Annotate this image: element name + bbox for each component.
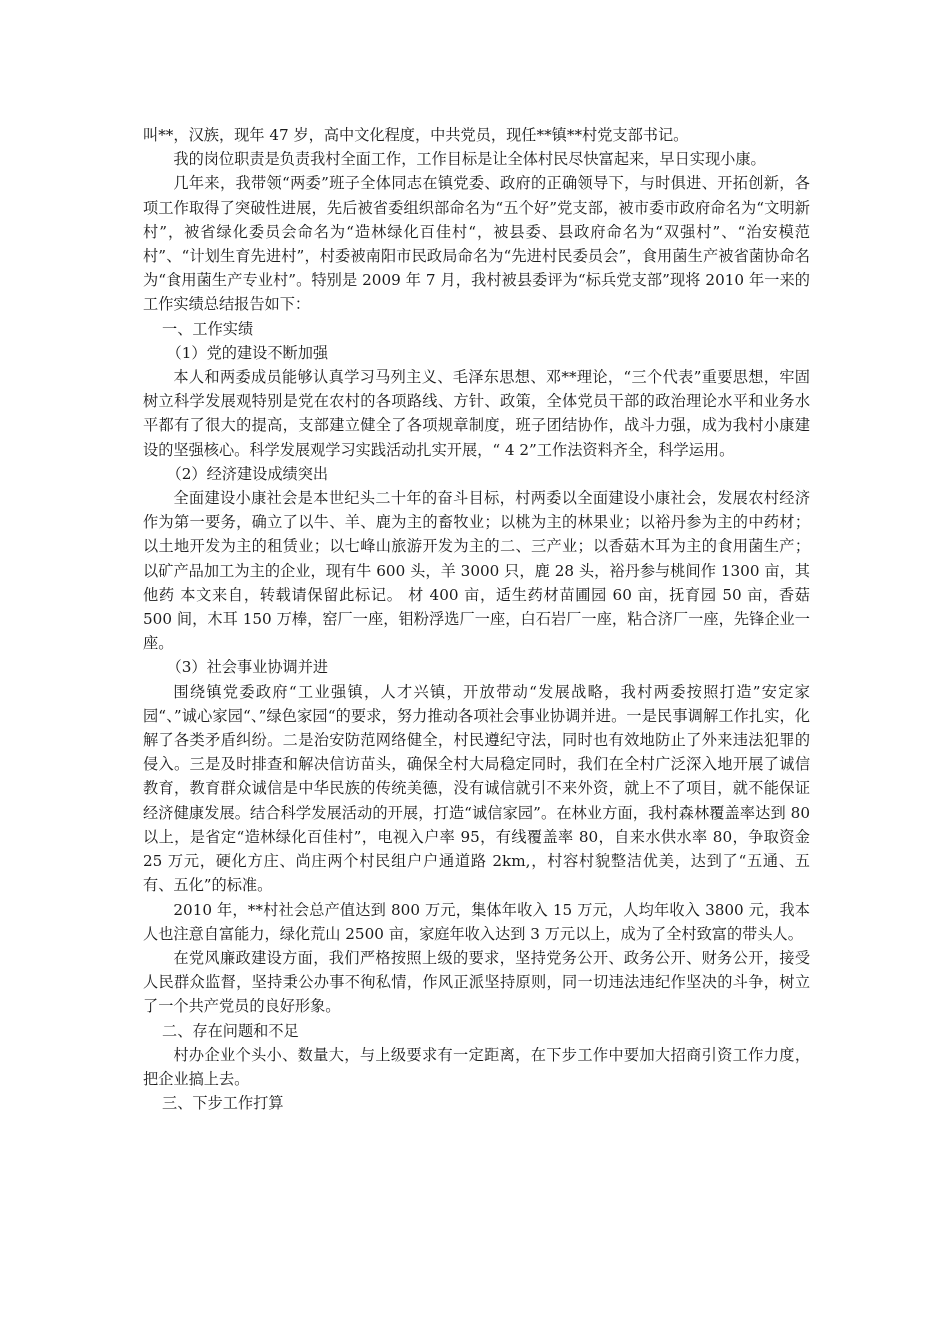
subheading-social-affairs: （3）社会事业协调并进: [166, 658, 329, 677]
subheading-party-building: （1）党的建设不断加强: [166, 343, 329, 362]
paragraph-income-2010: 2010 年，**村社会总产值达到 800 万元，集体年收入 15 万元，人均年收入 3800 元，我本人也注意自富能力，绿化荒山 2500 亩，家庭年收入达到 3 万元以上，成为了全村致富的带头人。: [143, 900, 810, 943]
document-body: [143, 123, 810, 1115]
paragraph-party-building: 本人和两委成员能够认真学习马列主义、毛泽东思想、邓**理论，“三个代表”重要思想，牢固树立科学发展观特别是党在农村的各项路线、方针、政策，全体党员干部的政治理论水平和业务水平都有了很大的提高，支部建立健全了各项规章制度，班子团结协作，战斗力强，成为我村小康建设的坚强核心。科学发展观学习实践活动扎实开展，“ 4 2”工作法资料齐全，科学运用。: [143, 368, 810, 459]
section-heading-work-results: 一、工作实绩: [162, 319, 254, 338]
paragraph-social-affairs: 围绕镇党委政府“工业强镇，人才兴镇，开放带动“发展战略，我村两委按照打造”安定家园“、”诚心家园“、”绿色家园“的要求，努力推动各项社会事业协调并进。一是民事调解工作扎实，化解了各类矛盾纠纷。二是治安防范网络健全，村民遵纪守法，同时也有效地防止了外来违法犯罪的侵入。三是及时排查和解决信访苗头，确保全村大局稳定同时，我们在全村广泛深入地开展了诚信教育，教育群众诚信是中华民族的传统美德，没有诚信就引不来外资，就上不了项目，就不能保证经济健康发展。结合科学发展活动的开展，打造“诚信家园”。在林业方面，我村森林覆盖率达到 80 以上，是省定“造林绿化百佳村”，电视入户率 95，有线覆盖率 80，自来水供水率 80，争取资金 25 万元，硬化方庄、尚庄两个村民组户户通道路 2km,，村容村貌整洁优美，达到了“五通、五有、五化”的标准。: [143, 682, 810, 895]
section-heading-next-steps: 三、下步工作打算: [162, 1094, 284, 1113]
section-heading-problems: 二、存在问题和不足: [162, 1021, 299, 1040]
paragraph-achievements-overview: 几年来，我带领“两委”班子全体同志在镇党委、政府的正确领导下，与时俱进、开拓创新，各项工作取得了突破性进展，先后被省委组织部命名为“五个好”党支部，被市委市政府命名为“文明新村”，被省绿化委员会命名为“造林绿化百佳村“，被县委、县政府命名为“双强村”、“治安模范村”、“计划生育先进村”，村委被南阳市民政局命名为“先进村民委员会”，食用菌生产被省菌协命名为“食用菌生产专业村”。特别是 2009 年 7 月，我村被县委评为“标兵党支部”现将 2010 年一来的工作实绩总结报告如下：: [143, 174, 810, 314]
paragraph-problems: 村办企业个头小、数量大，与上级要求有一定距离，在下步工作中要加大招商引资工作力度，把企业搞上去。: [143, 1045, 810, 1088]
paragraph-economic-construction: 全面建设小康社会是本世纪头二十年的奋斗目标，村两委以全面建设小康社会，发展农村经济作为第一要务，确立了以牛、羊、鹿为主的畜牧业；以桃为主的林果业；以裕丹参为主的中药材；以土地开发为主的租赁业；以七峰山旅游开发为主的二、三产业；以香菇木耳为主的食用菌生产；以矿产品加工为主的企业，现有牛 600 头，羊 3000 只，鹿 28 头，裕丹参与桃间作 1300 亩，其他药 本文来自，转载请保留此标记。 材 400 亩，适生药材苗圃园 60 亩，抚育园 50 亩，香菇 500 间，木耳 150 万棒，窑厂一座，钼粉浮选厂一座，白石岩厂一座，粘合济厂一座，先锋企业一座。: [143, 489, 810, 653]
paragraph-clean-governance: 在党风廉政建设方面，我们严格按照上级的要求，坚持党务公开、政务公开、财务公开，接受人民群众监督，坚持秉公办事不徇私情，作风正派坚持原则，同一切违法违纪作坚决的斗争，树立了一个共产党员的良好形象。: [143, 948, 810, 1016]
paragraph-intro: 叫**，汉族，现年 47 岁，高中文化程度，中共党员，现任**镇**村党支部书记。: [143, 126, 689, 144]
paragraph-duties: 我的岗位职责是负责我村全面工作，工作目标是让全体村民尽快富起来，早日实现小康。: [173, 150, 766, 169]
subheading-economic-construction: （2）经济建设成绩突出: [166, 464, 329, 483]
